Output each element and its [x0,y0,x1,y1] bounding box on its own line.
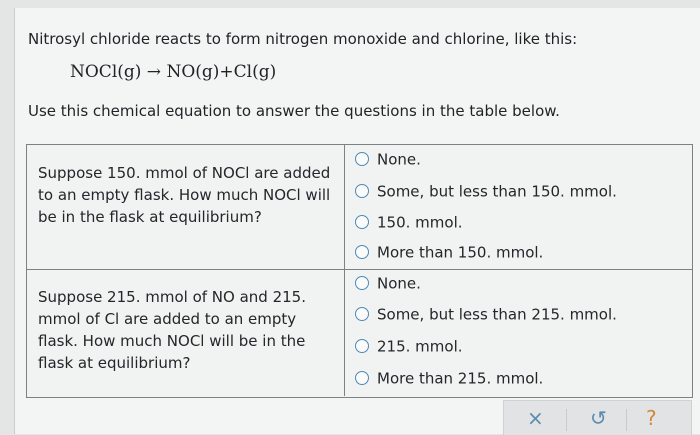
option-equal[interactable] [355,211,463,233]
option-some-less[interactable] [355,180,617,202]
help-icon[interactable]: ? [646,406,657,430]
radio-button-icon[interactable] [355,307,369,321]
radio-button-icon[interactable] [355,339,369,353]
action-footer [503,400,692,435]
clear-icon[interactable]: × [527,406,544,430]
option-more[interactable] [355,241,543,263]
option-label: Some, but less than 215. mmol. [377,305,617,324]
divider [626,409,627,431]
chemical-equation: NOCl(g) → NO(g)+Cl(g) [70,62,277,82]
question-table [26,144,693,398]
option-label: 215. mmol. [377,337,463,356]
option-more[interactable] [355,367,543,389]
radio-button-icon[interactable] [355,245,369,259]
option-label: More than 150. mmol. [377,243,544,262]
option-label: None. [377,150,421,169]
instruction-text: Use this chemical equation to answer the questions in the table below. [28,102,560,120]
option-label: 150. mmol. [377,213,463,232]
question-text: Suppose 150. mmol of NOCl are added to an empty flask. How much NOCl will be in the flask at equilibrium? [38,164,331,226]
radio-button-icon[interactable] [355,215,369,229]
option-equal[interactable] [355,335,463,357]
question-cell [27,145,345,269]
option-label: More than 215. mmol. [377,369,544,388]
undo-icon[interactable]: ↺ [590,406,607,430]
question-text: Suppose 215. mmol of NO and 215. mmol of Cl are added to an empty flask. How much NOCl will be in the flask at equilibrium? [38,288,306,372]
radio-button-icon[interactable] [355,152,369,166]
option-none[interactable] [355,272,421,294]
option-some-less[interactable] [355,303,617,325]
radio-button-icon[interactable] [355,184,369,198]
intro-text: Nitrosyl chloride reacts to form nitrogen monoxide and chlorine, like this: [28,30,578,48]
divider [566,409,567,431]
question-cell [27,270,345,396]
option-label: Some, but less than 150. mmol. [377,182,617,201]
radio-button-icon[interactable] [355,276,369,290]
question-row [27,270,692,396]
option-none[interactable] [355,148,421,170]
question-row [27,145,692,270]
radio-button-icon[interactable] [355,371,369,385]
option-label: None. [377,274,421,293]
